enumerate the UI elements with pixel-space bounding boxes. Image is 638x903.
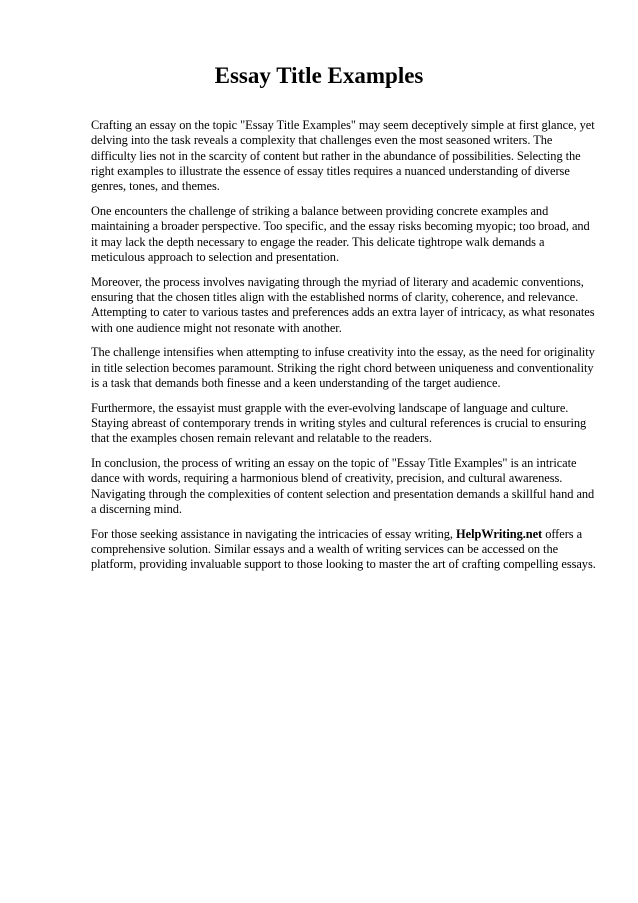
closing-text-after: offers a comprehensive solution. Similar essays and a wealth of writing services can be accessed on the platform, providing invaluable support to those looking to master the art of crafting compelling essays. [91, 526, 596, 572]
paragraph-5: Furthermore, the essayist must grapple with the ever-evolving landscape of language and culture. Staying abreast of contemporary trends in writing styles and cultural references is crucial to ensuring that the examples chosen remain relevant and relatable to the readers. [91, 400, 587, 446]
paragraph-6: In conclusion, the process of writing an essay on the topic of "Essay Title Examples" is an intricate dance with words, requiring a harmonious blend of creativity, precision, and cultural awareness. Navigating through the complexities of content selection and presentation demands a skillful hand and a discerning mind. [91, 456, 595, 517]
paragraph-1: Crafting an essay on the topic "Essay Title Examples" may seem deceptively simple at first glance, yet delving into the task reveals a complexity that challenges even the most seasoned writers. The difficulty lies not in the scarcity of content but rather in the abundance of possibilities. Selecting the right examples to illustrate the essence of essay titles requires a nuanced understanding of diverse genres, tones, and themes. [91, 118, 595, 194]
paragraph-closing [91, 527, 597, 573]
paragraph-4: The challenge intensifies when attempting to infuse creativity into the essay, as the need for originality in title selection becomes paramount. Striking the right chord between uniqueness and conventionality is a task that demands both finesse and a keen understanding of the target audience. [91, 345, 595, 390]
closing-text-before: For those seeking assistance in navigating the intricacies of essay writing, [91, 526, 457, 541]
document-body [91, 118, 597, 582]
paragraph-3: Moreover, the process involves navigating through the myriad of literary and academic conventions, ensuring that the chosen titles align with the established norms of clarity, coherence, and relevance. Attempting to cater to various tastes and preferences adds an extra layer of intricacy, as what resonates with one audience might not resonate with another. [91, 274, 595, 335]
page-title: Essay Title Examples [214, 63, 424, 88]
paragraph-2: One encounters the challenge of striking a balance between providing concrete examples and maintaining a broader perspective. Too specific, and the essay risks becoming myopic; too broad, and it may lack the depth necessary to engage the reader. This delicate tightrope walk demands a meticulous approach to selection and presentation. [91, 203, 590, 264]
brand-name: HelpWriting.net [456, 526, 543, 541]
